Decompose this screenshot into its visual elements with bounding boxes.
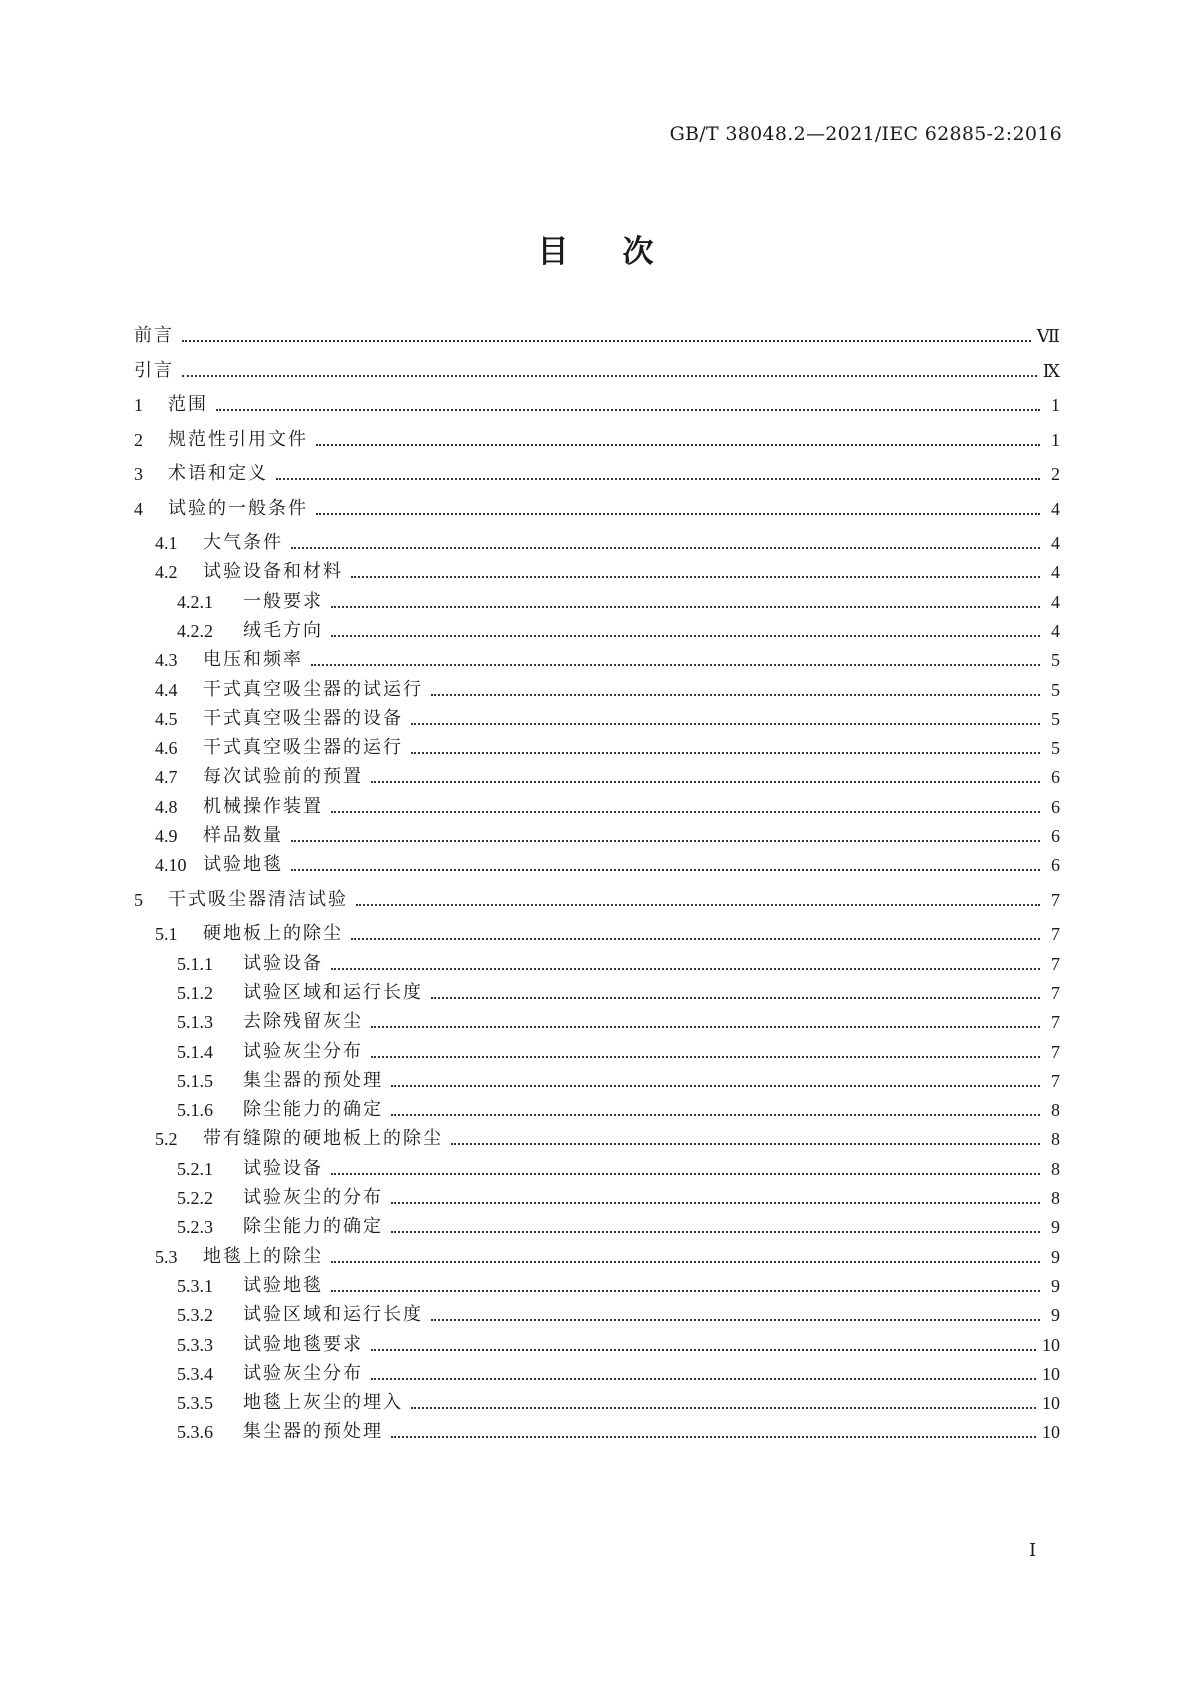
toc-entry-page: 8 <box>1051 1100 1060 1121</box>
toc-leader-dots <box>291 869 1040 871</box>
toc-leader-dots <box>391 1085 1040 1087</box>
toc-entry-label: 一般要求 <box>243 590 323 612</box>
toc-entry-label: 术语和定义 <box>168 463 268 484</box>
toc-entry-page: 7 <box>1051 1012 1060 1033</box>
toc-entry-number: 4.5 <box>155 708 178 729</box>
toc-leader-dots <box>351 938 1040 940</box>
toc-entry-number: 4.3 <box>155 650 178 671</box>
toc-entry[interactable] <box>134 561 1060 583</box>
toc-entry-page: 7 <box>1051 1041 1060 1062</box>
toc-entry-number: 4.7 <box>155 767 178 788</box>
standard-code-header: GB/T 38048.2—2021/IEC 62885-2:2016 <box>669 123 1062 145</box>
toc-entry-label: 地毯上灰尘的埋入 <box>243 1392 403 1414</box>
toc-entry[interactable] <box>134 620 1060 642</box>
toc-leader-dots <box>391 1114 1040 1116</box>
toc-entry-page: 5 <box>1051 650 1060 671</box>
toc-entry-label: 试验设备 <box>243 952 323 974</box>
toc-entry-page: 10 <box>1042 1363 1060 1384</box>
toc-entry-page: 9 <box>1051 1217 1060 1238</box>
toc-leader-dots <box>331 606 1040 608</box>
toc-entry[interactable] <box>134 679 1060 701</box>
toc-entry[interactable] <box>134 429 1060 451</box>
toc-entry-page: 5 <box>1051 708 1060 729</box>
toc-entry-page: 4 <box>1051 562 1060 583</box>
toc-entry-number: 5.3.2 <box>177 1305 213 1326</box>
toc-leader-dots <box>276 478 1040 480</box>
toc-entry-number: 4.8 <box>155 796 178 817</box>
toc-leader-dots <box>331 1290 1040 1292</box>
toc-entry-number: 5.3.1 <box>177 1275 213 1296</box>
toc-leader-dots <box>371 1349 1036 1351</box>
toc-leader-dots <box>291 547 1040 549</box>
toc-leader-dots <box>391 1202 1040 1204</box>
toc-entry[interactable] <box>134 953 1060 975</box>
toc-entry-page: 6 <box>1051 855 1060 876</box>
toc-entry[interactable] <box>134 1275 1060 1297</box>
toc-leader-dots <box>182 340 1031 342</box>
toc-entry-label: 绒毛方向 <box>243 619 323 641</box>
toc-entry-number: 5.1.6 <box>177 1100 213 1121</box>
toc-entry[interactable] <box>134 1099 1060 1121</box>
toc-entry-label: 每次试验前的预置 <box>203 766 363 788</box>
toc-entry[interactable] <box>134 498 1060 520</box>
toc-entry[interactable] <box>134 796 1060 818</box>
toc-entry-page: 10 <box>1042 1393 1060 1414</box>
toc-entry-number: 2 <box>134 429 143 450</box>
toc-entry[interactable] <box>134 825 1060 847</box>
toc-leader-dots <box>431 694 1040 696</box>
toc-entry-number: 4.6 <box>155 738 178 759</box>
toc-entry-label: 试验的一般条件 <box>168 497 308 519</box>
toc-leader-dots <box>316 513 1040 515</box>
toc-entry-label: 前言 <box>134 325 174 346</box>
toc-leader-dots <box>371 1056 1040 1058</box>
toc-entry-label: 试验设备和材料 <box>203 561 343 583</box>
toc-entry-page: 6 <box>1051 767 1060 788</box>
toc-entry[interactable] <box>134 1158 1060 1180</box>
toc-entry-number: 5.1 <box>155 924 178 945</box>
toc-entry[interactable] <box>134 1246 1060 1268</box>
toc-entry-page: 8 <box>1051 1158 1060 1179</box>
toc-entry-label: 除尘能力的确定 <box>243 1099 383 1121</box>
toc-entry-page: Ⅸ <box>1042 360 1060 381</box>
toc-entry[interactable] <box>134 1334 1060 1356</box>
toc-entry-label: 试验灰尘分布 <box>243 1040 363 1062</box>
toc-entry-label: 去除残留灰尘 <box>243 1011 363 1033</box>
toc-entry-number: 4.2.2 <box>177 620 213 641</box>
toc-entry-page: 1 <box>1051 395 1060 415</box>
toc-entry-page: 4 <box>1051 498 1060 519</box>
toc-entry-label: 规范性引用文件 <box>168 428 308 450</box>
toc-entry-label: 试验地毯 <box>203 854 283 876</box>
toc-entry-label: 试验地毯要求 <box>243 1333 363 1355</box>
toc-entry-number: 4.9 <box>155 826 178 846</box>
toc-entry[interactable] <box>134 1363 1060 1385</box>
toc-entry[interactable] <box>134 532 1060 554</box>
toc-entry-number: 5.2 <box>155 1129 178 1150</box>
toc-entry[interactable] <box>134 1392 1060 1414</box>
toc-leader-dots <box>371 1026 1040 1028</box>
toc-entry-label: 试验区域和运行长度 <box>243 981 423 1003</box>
toc-entry-label: 干式真空吸尘器的设备 <box>203 707 403 729</box>
toc-leader-dots <box>331 1261 1040 1263</box>
toc-entry[interactable] <box>134 1128 1060 1150</box>
toc-entry-label: 试验设备 <box>243 1157 323 1179</box>
toc-entry[interactable] <box>134 463 1060 485</box>
toc-leader-dots <box>331 811 1040 813</box>
toc-entry-page: 5 <box>1051 738 1060 759</box>
toc-leader-dots <box>331 635 1040 637</box>
toc-entry-label: 电压和频率 <box>203 649 303 671</box>
toc-entry-page: 2 <box>1051 464 1060 484</box>
toc-entry-page: 9 <box>1051 1275 1060 1296</box>
toc-entry-label: 机械操作装置 <box>203 795 323 817</box>
toc-entry[interactable] <box>134 591 1060 613</box>
toc-entry-number: 5.1.5 <box>177 1070 213 1091</box>
toc-entry-page: 4 <box>1051 591 1060 612</box>
toc-entry-page: 7 <box>1051 982 1060 1003</box>
toc-leader-dots <box>371 781 1040 783</box>
toc-entry-number: 5.3.3 <box>177 1334 213 1355</box>
toc-leader-dots <box>431 1319 1040 1321</box>
toc-entry-label: 干式真空吸尘器的试运行 <box>203 678 423 700</box>
toc-entry-page: 10 <box>1042 1334 1060 1355</box>
toc-entry-page: 9 <box>1051 1246 1060 1267</box>
toc-entry-label: 带有缝隙的硬地板上的除尘 <box>203 1128 443 1150</box>
toc-entry-page: 1 <box>1051 429 1060 450</box>
toc-entry-page: 7 <box>1051 1070 1060 1091</box>
toc-entry-label: 硬地板上的除尘 <box>203 923 343 945</box>
toc-entry-label: 大气条件 <box>203 532 283 553</box>
toc-entry-page: 4 <box>1051 533 1060 553</box>
toc-leader-dots <box>411 723 1040 725</box>
toc-leader-dots <box>316 444 1040 446</box>
toc-entry-label: 试验区域和运行长度 <box>243 1304 423 1326</box>
toc-entry-label: 引言 <box>134 359 174 381</box>
toc-entry-number: 4.10 <box>155 855 187 876</box>
toc-entry[interactable] <box>134 889 1060 911</box>
toc-leader-dots <box>391 1436 1036 1438</box>
toc-entry-number: 4.2.1 <box>177 591 213 612</box>
toc-entry-page: 6 <box>1051 826 1060 846</box>
toc-entry[interactable] <box>134 325 1060 347</box>
toc-entry-page: 7 <box>1051 924 1060 945</box>
toc-leader-dots <box>331 1173 1040 1175</box>
toc-entry-page: 9 <box>1051 1305 1060 1326</box>
toc-entry-label: 除尘能力的确定 <box>243 1216 383 1238</box>
toc-leader-dots <box>216 409 1040 411</box>
toc-leader-dots <box>311 664 1040 666</box>
toc-entry-label: 试验灰尘分布 <box>243 1362 363 1384</box>
toc-entry[interactable] <box>134 923 1060 945</box>
page-number: Ⅰ <box>1029 1540 1037 1560</box>
toc-entry[interactable] <box>134 1011 1060 1033</box>
toc-entry-label: 样品数量 <box>203 825 283 846</box>
toc-entry-number: 5.3.6 <box>177 1422 213 1443</box>
toc-entry-page: 8 <box>1051 1129 1060 1150</box>
toc-entry-label: 试验地毯 <box>243 1274 323 1296</box>
toc-entry[interactable] <box>134 649 1060 671</box>
toc-entry-page: Ⅶ <box>1036 326 1060 346</box>
toc-entry-page: 10 <box>1042 1422 1060 1443</box>
toc-leader-dots <box>291 840 1040 842</box>
toc-entry-page: 8 <box>1051 1188 1060 1208</box>
toc-entry[interactable] <box>134 854 1060 876</box>
page-title: 目次 <box>537 234 708 270</box>
toc-entry-number: 4.4 <box>155 679 178 700</box>
toc-leader-dots <box>391 1231 1040 1233</box>
toc-entry[interactable] <box>134 982 1060 1004</box>
toc-leader-dots <box>371 1378 1036 1380</box>
toc-entry-label: 地毯上的除尘 <box>203 1245 323 1267</box>
toc-entry-number: 5.1.3 <box>177 1012 213 1033</box>
toc-entry-label: 集尘器的预处理 <box>243 1069 383 1091</box>
toc-entry-number: 4.2 <box>155 562 178 583</box>
toc-entry-number: 5.3 <box>155 1246 178 1267</box>
toc-entry[interactable] <box>134 737 1060 759</box>
toc-leader-dots <box>331 968 1040 970</box>
toc-entry[interactable] <box>134 708 1060 730</box>
toc-entry-label: 集尘器的预处理 <box>243 1421 383 1443</box>
toc-entry-number: 4 <box>134 498 143 519</box>
toc-entry[interactable] <box>134 1041 1060 1063</box>
toc-entry-label: 干式吸尘器清洁试验 <box>168 888 348 910</box>
toc-leader-dots <box>451 1143 1040 1145</box>
toc-entry-label: 试验灰尘的分布 <box>243 1187 383 1208</box>
toc-entry-number: 4.1 <box>155 533 178 553</box>
toc-entry-page: 7 <box>1051 889 1060 910</box>
toc-entry[interactable] <box>134 766 1060 788</box>
toc-entry-number: 5.3.5 <box>177 1393 213 1414</box>
toc-leader-dots <box>411 752 1040 754</box>
toc-entry[interactable] <box>134 1421 1060 1443</box>
toc-entry-page: 7 <box>1051 953 1060 974</box>
toc-entry[interactable] <box>134 360 1060 382</box>
toc-entry-number: 5.3.4 <box>177 1363 213 1384</box>
toc-entry-number: 5.1.1 <box>177 953 213 974</box>
toc-entry-page: 5 <box>1051 679 1060 700</box>
toc-entry-number: 5.2.1 <box>177 1158 213 1179</box>
toc-entry-label: 范围 <box>168 394 208 415</box>
toc-entry-number: 5 <box>134 889 143 910</box>
toc-entry-number: 5.2.2 <box>177 1188 213 1208</box>
toc-leader-dots <box>411 1407 1036 1409</box>
toc-leader-dots <box>182 375 1037 377</box>
toc-entry-label: 干式真空吸尘器的运行 <box>203 737 403 759</box>
toc-entry[interactable] <box>134 394 1060 416</box>
toc-entry[interactable] <box>134 1187 1060 1209</box>
toc-entry[interactable] <box>134 1216 1060 1238</box>
toc-entry-page: 6 <box>1051 796 1060 817</box>
toc-entry-number: 5.1.2 <box>177 982 213 1003</box>
toc-leader-dots <box>431 997 1040 999</box>
toc-entry-number: 3 <box>134 464 143 484</box>
toc-leader-dots <box>351 576 1040 578</box>
toc-entry-page: 4 <box>1051 620 1060 641</box>
toc-entry[interactable] <box>134 1304 1060 1326</box>
toc-entry-number: 5.1.4 <box>177 1041 213 1062</box>
toc-entry[interactable] <box>134 1070 1060 1092</box>
toc-entry-number: 5.2.3 <box>177 1217 213 1238</box>
toc-leader-dots <box>356 904 1040 906</box>
toc-entry-number: 1 <box>134 395 143 415</box>
